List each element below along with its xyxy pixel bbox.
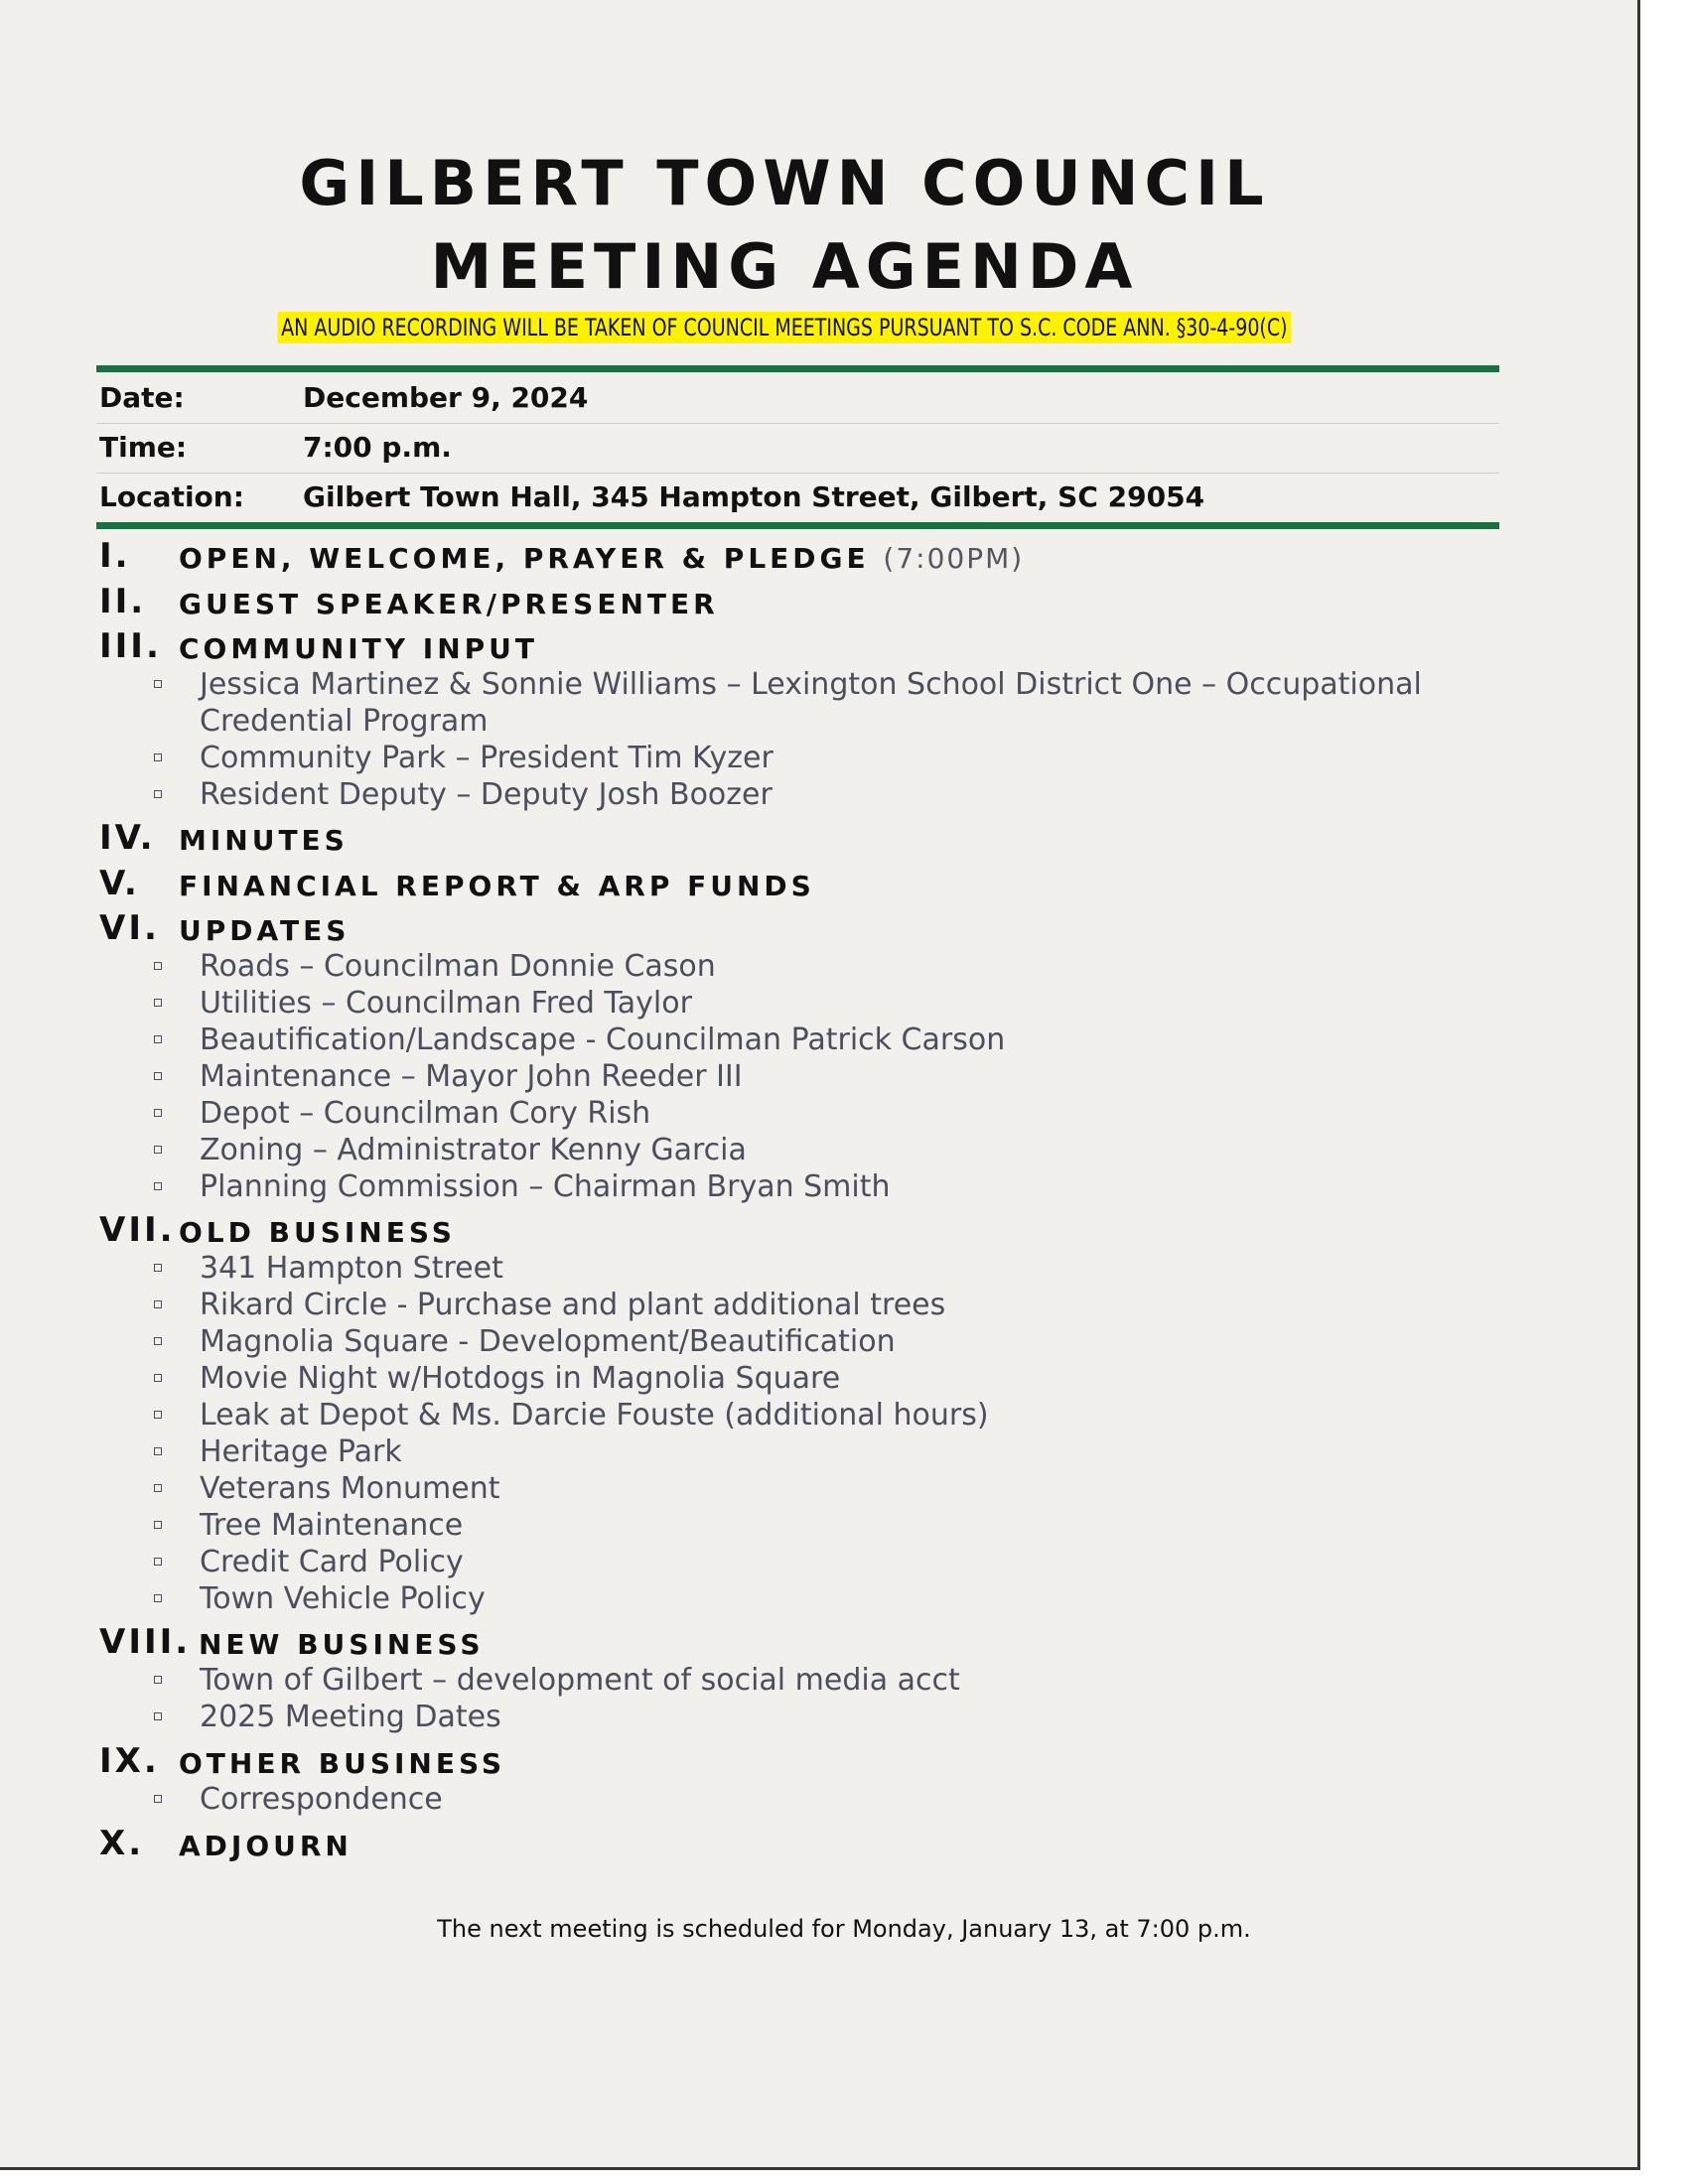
square-bullet-icon: [154, 1035, 162, 1043]
section-number: III.: [99, 626, 162, 666]
section-title-text: OPEN, WELCOME, PRAYER & PLEDGE: [179, 542, 870, 575]
list-item-text: 341 Hampton Street: [200, 1251, 503, 1286]
square-bullet-icon: [154, 753, 162, 761]
section-title: FINANCIAL REPORT & ARP FUNDS: [179, 870, 815, 902]
section-title: MINUTES: [179, 824, 349, 857]
list-item-text: Rikard Circle - Purchase and plant additional trees: [200, 1288, 946, 1322]
time-value: 7:00 p.m.: [303, 431, 452, 464]
square-bullet-icon: [154, 1337, 162, 1345]
square-bullet-icon: [154, 1146, 162, 1154]
section-number: II.: [99, 582, 147, 621]
title-line-2: MEETING AGENDA: [430, 230, 1139, 303]
section-title: NEW BUSINESS: [199, 1628, 485, 1661]
list-item-text: Credential Program: [200, 704, 489, 739]
section-number: X.: [99, 1824, 145, 1863]
square-bullet-icon: [154, 790, 162, 798]
divider: [96, 423, 1499, 424]
square-bullet-icon: [154, 1264, 162, 1272]
square-bullet-icon: [154, 680, 162, 688]
square-bullet-icon: [154, 1484, 162, 1492]
list-item-text: 2025 Meeting Dates: [200, 1700, 501, 1734]
square-bullet-icon: [154, 1594, 162, 1602]
section-number: VI.: [99, 908, 160, 948]
square-bullet-icon: [154, 1447, 162, 1455]
square-bullet-icon: [154, 962, 162, 970]
list-item-text: Depot – Councilman Cory Rish: [200, 1096, 651, 1131]
section-number: V.: [99, 864, 140, 903]
list-item-text: Magnolia Square - Development/Beautification: [200, 1324, 896, 1359]
date-value: December 9, 2024: [303, 381, 589, 414]
recording-notice: AN AUDIO RECORDING WILL BE TAKEN OF COUNCIL MEETINGS PURSUANT TO S.C. CODE ANN. §30-4-90(C): [278, 312, 1291, 343]
list-item-text: Town Vehicle Policy: [200, 1581, 486, 1616]
list-item-text: Jessica Martinez & Sonnie Williams – Lexington School District One – Occupational: [200, 667, 1422, 702]
list-item-text: Credit Card Policy: [200, 1545, 464, 1579]
location-label: Location:: [99, 480, 244, 513]
green-rule-bottom: [96, 522, 1499, 529]
section-title: COMMUNITY INPUT: [179, 632, 538, 665]
square-bullet-icon: [154, 1182, 162, 1190]
list-item-text: Community Park – President Tim Kyzer: [200, 741, 774, 775]
title-line-1: GILBERT TOWN COUNCIL: [299, 147, 1270, 219]
list-item-text: Beautification/Landscape - Councilman Patrick Carson: [200, 1023, 1006, 1057]
section-number: IX.: [99, 1741, 160, 1781]
list-item-text: Planning Commission – Chairman Bryan Smith: [200, 1169, 891, 1204]
list-item-text: Roads – Councilman Donnie Cason: [200, 949, 716, 984]
time-label: Time:: [99, 431, 188, 464]
square-bullet-icon: [154, 1558, 162, 1566]
date-label: Date:: [99, 381, 185, 414]
square-bullet-icon: [154, 1676, 162, 1684]
section-title: OTHER BUSINESS: [179, 1747, 506, 1780]
section-title: ADJOURN: [179, 1830, 352, 1862]
section-time-suffix: (7:00PM): [883, 542, 1025, 575]
section-title: GUEST SPEAKER/PRESENTER: [179, 588, 719, 620]
section-number: IV.: [99, 818, 156, 858]
list-item-text: Heritage Park: [200, 1434, 402, 1469]
list-item-text: Resident Deputy – Deputy Josh Boozer: [200, 777, 773, 812]
list-item-text: Zoning – Administrator Kenny Garcia: [200, 1133, 747, 1167]
section-number: I.: [99, 536, 131, 576]
square-bullet-icon: [154, 1072, 162, 1080]
list-item-text: Leak at Depot & Ms. Darcie Fouste (additional hours): [200, 1398, 989, 1433]
next-meeting-note: The next meeting is scheduled for Monday, January 13, at 7:00 p.m.: [437, 1915, 1251, 1943]
square-bullet-icon: [154, 1109, 162, 1117]
square-bullet-icon: [154, 999, 162, 1007]
square-bullet-icon: [154, 1712, 162, 1720]
square-bullet-icon: [154, 1411, 162, 1419]
recording-notice-wrap: [0, 312, 1569, 343]
section-title: [179, 542, 1024, 575]
green-rule-top: [96, 365, 1499, 372]
list-item-text: Maintenance – Mayor John Reeder III: [200, 1059, 743, 1094]
square-bullet-icon: [154, 1374, 162, 1382]
section-title: UPDATES: [179, 914, 351, 947]
square-bullet-icon: [154, 1300, 162, 1308]
list-item-text: Utilities – Councilman Fred Taylor: [200, 986, 692, 1021]
list-item-text: Veterans Monument: [200, 1471, 500, 1506]
list-item-text: Correspondence: [200, 1782, 443, 1817]
location-value: Gilbert Town Hall, 345 Hampton Street, Gilbert, SC 29054: [303, 480, 1205, 513]
square-bullet-icon: [154, 1521, 162, 1529]
section-number: VII.: [99, 1210, 176, 1250]
list-item-text: Tree Maintenance: [200, 1508, 464, 1543]
section-title: OLD BUSINESS: [179, 1216, 456, 1249]
list-item-text: Town of Gilbert – development of social media acct: [200, 1663, 960, 1698]
square-bullet-icon: [154, 1795, 162, 1803]
list-item-text: Movie Night w/Hotdogs in Magnolia Square: [200, 1361, 841, 1396]
section-number: VIII.: [99, 1622, 192, 1662]
divider: [96, 473, 1499, 474]
